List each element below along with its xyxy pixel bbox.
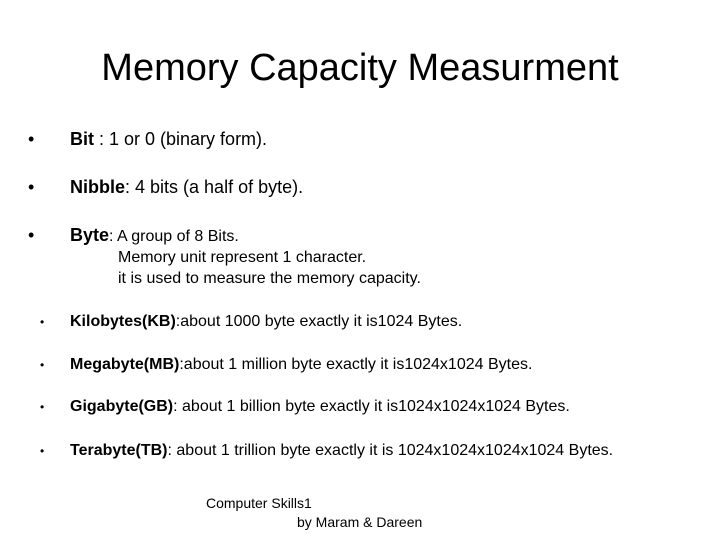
desc-kilobytes: :about 1000 byte exactly it is1024 Bytes. <box>175 313 463 330</box>
byte-sub-line-1: Memory unit represent 1 character. <box>118 249 367 266</box>
desc-gigabyte: : about 1 billion byte exactly it is1024x1024x1024 Bytes. <box>173 398 570 415</box>
list-item-text <box>70 441 613 461</box>
desc-terabyte: : about 1 trillion byte exactly it is 1024x1024x1024x1024 Bytes. <box>167 442 614 459</box>
term-byte: Byte <box>70 225 110 245</box>
slide-title: Memory Capacity Measurment <box>101 47 619 89</box>
byte-sub-line-2: it is used to measure the memory capacity. <box>118 270 421 287</box>
desc-megabyte: :about 1 million byte exactly it is1024x1024 Bytes. <box>179 356 533 373</box>
footer-authors: by Maram & Dareen <box>297 514 423 530</box>
list-item-text <box>70 224 239 248</box>
bullet-icon: • <box>40 400 45 414</box>
term-gigabyte: Gigabyte(GB) <box>70 398 174 415</box>
bullet-icon: • <box>40 358 45 372</box>
list-item-text <box>70 176 303 198</box>
bullet-icon: • <box>28 225 35 245</box>
desc-nibble: : 4 bits (a half of byte). <box>125 177 304 197</box>
list-item-text <box>70 355 532 375</box>
bullet-icon: • <box>28 129 35 149</box>
list-item-text <box>70 128 267 150</box>
bullet-icon: • <box>28 177 35 197</box>
term-megabyte: Megabyte(MB) <box>70 356 180 373</box>
bullet-icon: • <box>40 444 45 458</box>
desc-bit: : 1 or 0 (binary form). <box>94 129 268 149</box>
list-item-text <box>70 397 570 417</box>
desc-byte: : A group of 8 Bits. <box>109 228 239 245</box>
term-terabyte: Terabyte(TB) <box>70 442 168 459</box>
term-bit: Bit <box>70 129 94 149</box>
footer-course: Computer Skills1 <box>206 495 312 511</box>
term-kilobytes: Kilobytes(KB) <box>70 313 176 330</box>
term-nibble: Nibble <box>70 177 126 197</box>
bullet-icon: • <box>40 315 45 329</box>
list-item-text <box>70 312 462 332</box>
